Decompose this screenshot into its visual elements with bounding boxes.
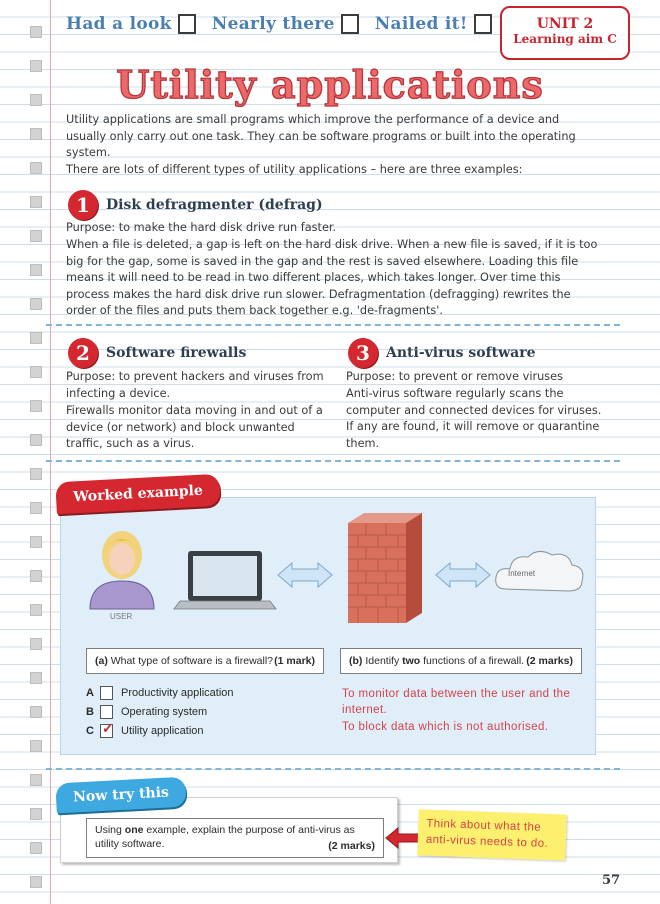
option-a[interactable]	[86, 684, 234, 702]
binder-hole	[30, 162, 42, 174]
binder-hole	[30, 26, 42, 38]
learning-aim: Learning aim C	[513, 32, 617, 46]
question-a-box	[86, 648, 324, 674]
section-number-badge: 1	[68, 190, 98, 220]
tick-icon: ✓	[102, 720, 114, 736]
binder-hole	[30, 876, 42, 888]
check-label: Nailed it!	[374, 14, 468, 34]
answer-line-2: To block data which is not authorised.	[342, 721, 549, 733]
binder-hole	[30, 604, 42, 616]
page-number: 57	[602, 873, 621, 888]
checkbox[interactable]	[178, 14, 196, 34]
binder-hole	[30, 434, 42, 446]
option-letter: C	[86, 725, 94, 737]
question-b-emphasis: two	[402, 655, 421, 667]
option-text: Utility application	[121, 725, 204, 737]
hint-arrow-icon	[384, 826, 422, 850]
bidirectional-arrow	[436, 563, 490, 587]
unit-title: UNIT 2	[536, 16, 594, 32]
checkbox[interactable]	[474, 14, 492, 34]
option-letter: B	[86, 706, 94, 718]
check-label: Nearly there	[211, 14, 335, 34]
question-b-box	[340, 648, 582, 674]
checkbox[interactable]	[341, 14, 359, 34]
question-a-text: What type of software is a firewall?	[110, 655, 273, 667]
check-label: Had a look	[66, 14, 172, 34]
section-number-badge: 3	[348, 338, 378, 368]
binder-hole	[30, 366, 42, 378]
check-nailed-it[interactable]	[375, 14, 492, 34]
section-firewall-header	[68, 338, 246, 368]
binder-hole	[30, 808, 42, 820]
user-label: USER	[110, 612, 133, 621]
binder-hole	[30, 502, 42, 514]
option-c[interactable]	[86, 722, 204, 740]
intro-paragraph: Utility applications are small programs which improve the performance of a device and usually only carry out one task. They can be software programs or built into the operating system.	[66, 113, 576, 159]
now-try-this-question	[86, 818, 384, 858]
binder-hole	[30, 332, 42, 344]
binder-hole	[30, 264, 42, 276]
check-had-a-look[interactable]	[66, 14, 196, 34]
option-letter: A	[86, 687, 94, 699]
binder-hole	[30, 638, 42, 650]
binder-hole	[30, 128, 42, 140]
section-divider	[46, 324, 620, 326]
question-emphasis: one	[124, 824, 144, 836]
question-b-text: Identify	[365, 655, 400, 667]
binder-hole	[30, 196, 42, 208]
progress-checklist	[66, 14, 508, 34]
question-b-label: (b)	[349, 655, 363, 667]
question-a-label: (a)	[95, 655, 108, 667]
question-text: example, explain the purpose of anti-virus as utility software.	[95, 824, 355, 850]
binder-hole	[30, 774, 42, 786]
section-divider	[46, 460, 620, 462]
page-title: Utility applications	[116, 62, 544, 107]
binder-hole	[30, 468, 42, 480]
question-text: Using	[95, 824, 122, 836]
question-b-text: functions of a firewall.	[423, 655, 525, 667]
question-b-marks: (2 marks)	[526, 655, 573, 667]
intro-examples-line: There are lots of different types of utility applications – here are three examples:	[66, 163, 523, 176]
option-checkbox[interactable]	[100, 686, 113, 700]
section-title: Anti-virus software	[386, 345, 536, 361]
binder-hole	[30, 400, 42, 412]
binder-hole	[30, 842, 42, 854]
laptop-icon	[174, 551, 276, 609]
binder-hole	[30, 298, 42, 310]
section-title: Software firewalls	[106, 345, 247, 361]
binder-hole	[30, 672, 42, 684]
option-text: Operating system	[121, 706, 208, 718]
binder-hole	[30, 706, 42, 718]
defrag-purpose: Purpose: to make the hard disk drive run faster.	[66, 221, 337, 234]
section-divider	[46, 768, 620, 770]
question-marks: (2 marks)	[328, 840, 375, 852]
option-checkbox[interactable]	[100, 705, 113, 719]
section-title: Disk defragmenter (defrag)	[106, 197, 323, 213]
defrag-body: When a file is deleted, a gap is left on the hard disk drive. When a new file is saved, if it is too big for the gap, some is saved in the gap and the rest is saved elsewhere. Loading this file means it will need to be read in two different places, which takes longer. Over time this process makes the hard disk drive run slower. Defragmentation (defragging) rewrites the order of the files and puts them back together e.g. 'de-fragments'.	[66, 238, 598, 317]
now-try-this-tag: Now try this	[55, 777, 186, 814]
binder-hole	[30, 230, 42, 242]
option-text: Productivity application	[121, 687, 234, 699]
binder-hole	[30, 740, 42, 752]
binder-holes	[30, 0, 44, 904]
answer-line-1: To monitor data between the user and the internet.	[342, 688, 571, 716]
unit-tab	[500, 6, 630, 60]
hint-sticky-note: Think about what the anti-virus needs to do.	[417, 809, 567, 860]
firewall-purpose: Purpose: to prevent hackers and viruses from infecting a device.	[66, 370, 324, 400]
question-a-marks: (1 mark)	[274, 655, 315, 667]
worked-example-tag: Worked example	[55, 474, 220, 515]
section-defrag-header	[68, 190, 323, 220]
firewall-body: Firewalls monitor data moving in and out of a device (or network) and block unwanted traffic, such as a virus.	[66, 404, 323, 450]
binder-hole	[30, 536, 42, 548]
antivirus-body: Anti-virus software regularly scans the computer and connected devices for viruses. If any are found, it will remove or quarantine them.	[346, 387, 602, 450]
check-nearly-there[interactable]	[212, 14, 359, 34]
bidirectional-arrow	[278, 563, 332, 587]
firewall-brick-wall	[348, 513, 422, 623]
option-checkbox-checked[interactable]	[100, 720, 114, 738]
internet-label: Internet	[508, 569, 536, 578]
section-number-badge: 2	[68, 338, 98, 368]
section-antivirus-header	[348, 338, 536, 368]
option-b[interactable]	[86, 703, 207, 721]
antivirus-purpose: Purpose: to prevent or remove viruses	[346, 370, 563, 383]
user-figure	[90, 531, 154, 609]
binder-hole	[30, 570, 42, 582]
